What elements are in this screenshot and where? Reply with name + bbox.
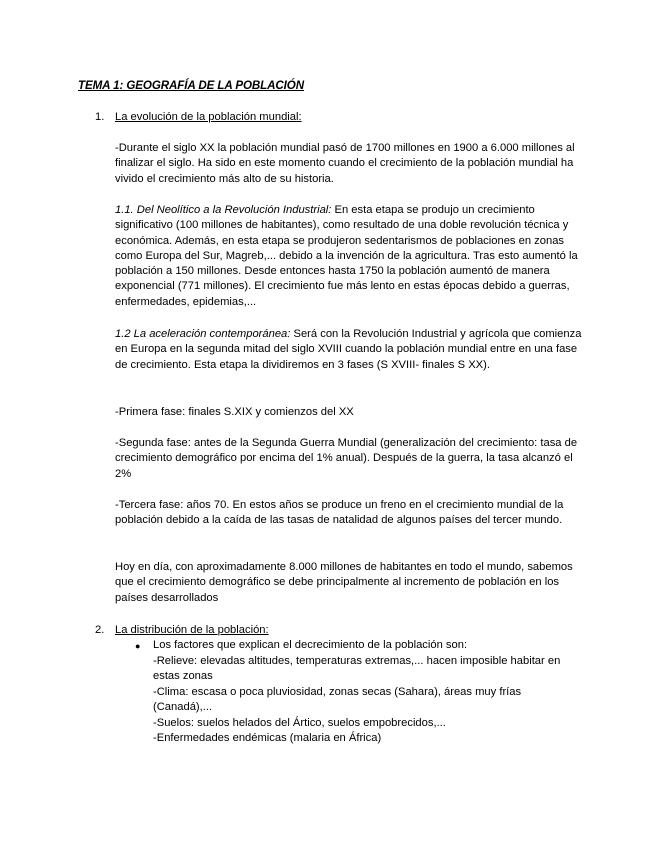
- subsection-heading: 1.1. Del Neolítico a la Revolución Industrial:: [115, 204, 332, 216]
- bullet-line: Los factores que explican el decrecimiento de la población son:: [153, 639, 468, 651]
- section-label: La evolución de la población mundial:: [115, 111, 302, 123]
- intro-paragraph: -Durante el siglo XX la población mundial pasó de 1700 millones en 1900 a 6.000 millones al finalizar el siglo. Ha sido en este momento cuando el crecimiento de la población mundial ha vivido el crecimiento más alto de su historia.: [115, 142, 575, 185]
- phase-3-paragraph: -Tercera fase: años 70. En estos años se produce un freno en el crecimiento mundial de la población debido a la caída de las tasas de natalidad de algunos países del tercer mundo.: [115, 499, 564, 527]
- section-heading-2: [95, 623, 269, 638]
- section-heading-1: [95, 110, 302, 125]
- section-number: 1.: [95, 111, 105, 123]
- bullet-line: -Relieve: elevadas altitudes, temperaturas extremas,... hacen imposible habitar en estas zonas: [153, 655, 561, 683]
- bullet-line: -Enfermedades endémicas (malaria en África): [153, 732, 382, 744]
- today-paragraph: Hoy en día, con aproximadamente 8.000 millones de habitantes en todo el mundo, sabemos que el crecimiento demográfico se debe principalmente al incremento de población en los países desarrollados: [115, 561, 573, 604]
- phase-2-paragraph: -Segunda fase: antes de la Segunda Guerra Mundial (generalización del crecimiento: tasa de crecimiento demográfico por encima del 1% anual). Después de la guerra, la tasa alcanzó el 2%: [115, 437, 578, 480]
- phase-1-paragraph: -Primera fase: finales S.XIX y comienzos del XX: [115, 406, 354, 418]
- bullet-line: -Clima: escasa o poca pluviosidad, zonas secas (Sahara), áreas muy frías (Canadá),...: [153, 686, 522, 714]
- section-label: La distribución de la población:: [115, 624, 269, 636]
- subsection-text: En esta etapa se produjo un crecimiento significativo (100 millones de habitantes), como resultado de una doble revolución técnica y económica. Además, en esta etapa se produjeron sedentarismos de poblaciones en zonas como Europa del Sur, Magreb,... debido a la invención de la agricultura. Tras esto aumentó la población a 150 millones. Desde entonces hasta 1750 la población aumentó de manera exponencial (771 millones). El crecimiento fue más lento en estas épocas debido a guerras, enfermedades, epidemias,...: [115, 204, 578, 308]
- bullet-line: -Suelos: suelos helados del Ártico, suelos empobrecidos,...: [153, 717, 446, 729]
- subsection-1-2: [115, 327, 583, 373]
- bullet-icon: ●: [135, 641, 141, 651]
- page-title: TEMA 1: GEOGRAFÍA DE LA POBLACIÓN: [78, 79, 304, 92]
- section-number: 2.: [95, 624, 105, 636]
- subsection-text: Será con la Revolución Industrial y agrícola que comienza en Europa en la segunda mitad del siglo XVIII cuando la población mundial entre en una fase de crecimiento. Esta etapa la dividiremos en 3 fases (S XVIII- finales S XX).: [115, 328, 582, 371]
- subsection-heading: 1.2 La aceleración contemporánea:: [115, 328, 291, 340]
- subsection-1-1: [115, 203, 583, 310]
